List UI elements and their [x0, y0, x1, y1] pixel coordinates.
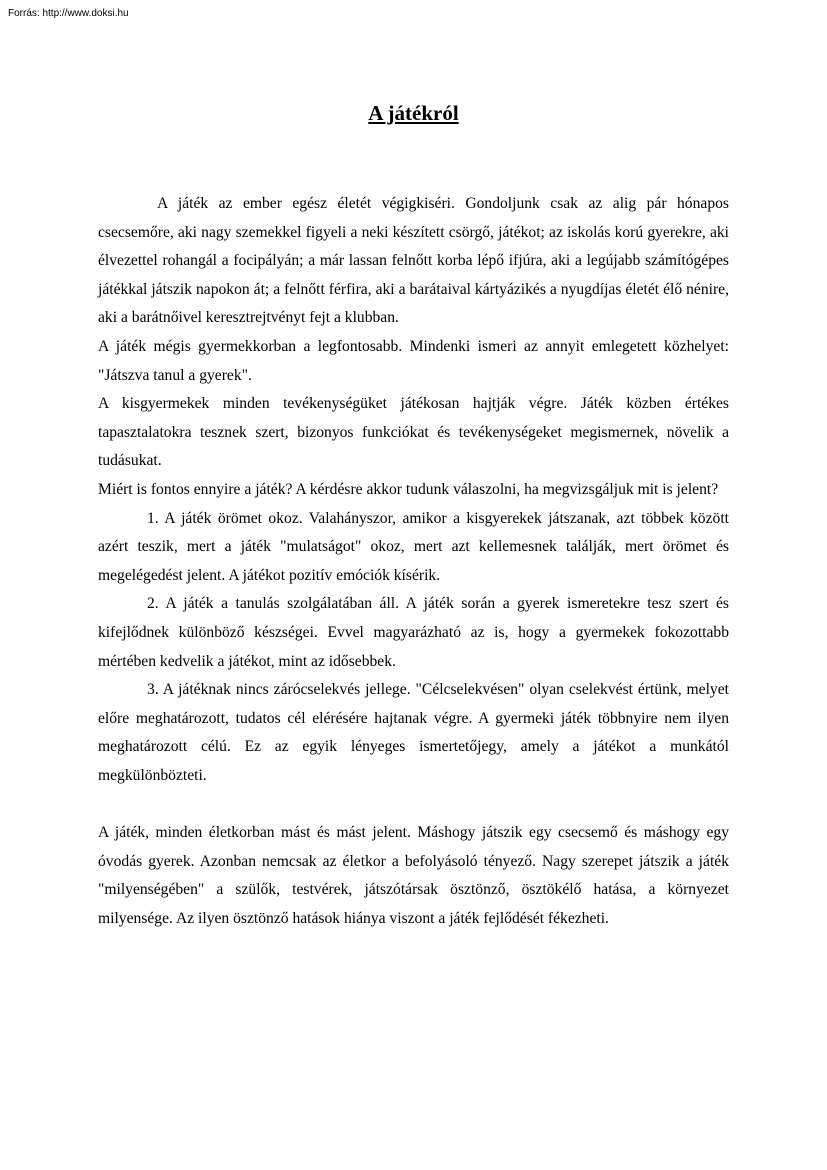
paragraph-intro: A játék az ember egész életét végigkiséri. Gondoljunk csak az alig pár hónapos csecsemőre, aki nagy szemekkel figyeli a neki készített csörgő, játékot; az iskolás korú gyerekre, aki élvezettel rohangál a focipályán; a már lassan felnőtt korba lépő ifjúra, aki a legújabb számítógépes játékkal játszik napokon át; a felnőtt férfira, aki a barátaival kártyázikés a nyugdíjas életét élő nénire, aki a barátnőivel keresztrejtvényt fejt a klubban. [98, 195, 729, 327]
paragraph-question: Miért is fontos ennyire a játék? A kérdésre akkor tudunk válaszolni, ha megvizsgáljuk mit is jelent? [98, 480, 719, 498]
page-title: A játékról [368, 101, 459, 125]
document-body [98, 190, 729, 933]
list-item-joy: 1. A játék örömet okoz. Valahányszor, amikor a kisgyerekek játszanak, azt többek között azért teszik, mert a játék "mulatságot" okoz, mert azt kellemesnek találják, mert örömet és megelégedést jelent. A játékot pozitív emóciók kísérik. [98, 509, 729, 584]
list-item-learning: 2. A játék a tanulás szolgálatában áll. A játék során a gyerek ismeretekre tesz szert és kifejlődnek különböző készségei. Evvel magyarázható az is, hogy a gyermekek fokozottabb mértében kedvelik a játékot, mint az idősebbek. [98, 595, 729, 670]
paragraph-age: A játék, minden életkorban mást és mást jelent. Máshogy játszik egy csecsemő és máshogy egy óvodás gyerek. Azonban nemcsak az életkor a befolyásoló tényező. Nagy szerepet játszik a játék "milyenségében" a szülők, testvérek, játszótársak ösztönző, ösztökélő hatása, a környezet milyensége. Az ilyen ösztönző hatások hiánya viszont a játék fejlődését fékezheti. [98, 824, 729, 927]
paragraph-childhood: A játék mégis gyermekkorban a legfontosabb. Mindenki ismeri az annyit emlegetett közhelyet: "Játszva tanul a gyerek". [98, 337, 729, 384]
list-item-goal: 3. A játéknak nincs zárócselekvés jellege. "Célcselekvésen" olyan cselekvést értünk, melyet előre meghatározott, tudatos cél elérésére hajtanak végre. A gyermeki játék többnyire nem ilyen meghatározott célú. Ez az egyik lényeges ismertetőjegy, amely a játékot a munkától megkülönbözteti. [98, 681, 729, 784]
paragraph-activities: A kisgyermekek minden tevékenységüket játékosan hajtják végre. Játék közben értékes tapasztalatokra tesznek szert, bizonyos funkciókat és tevékenységeket megismernek, növelik a tudásukat. [98, 395, 729, 470]
source-line: Forrás: http://www.doksi.hu [8, 8, 129, 19]
